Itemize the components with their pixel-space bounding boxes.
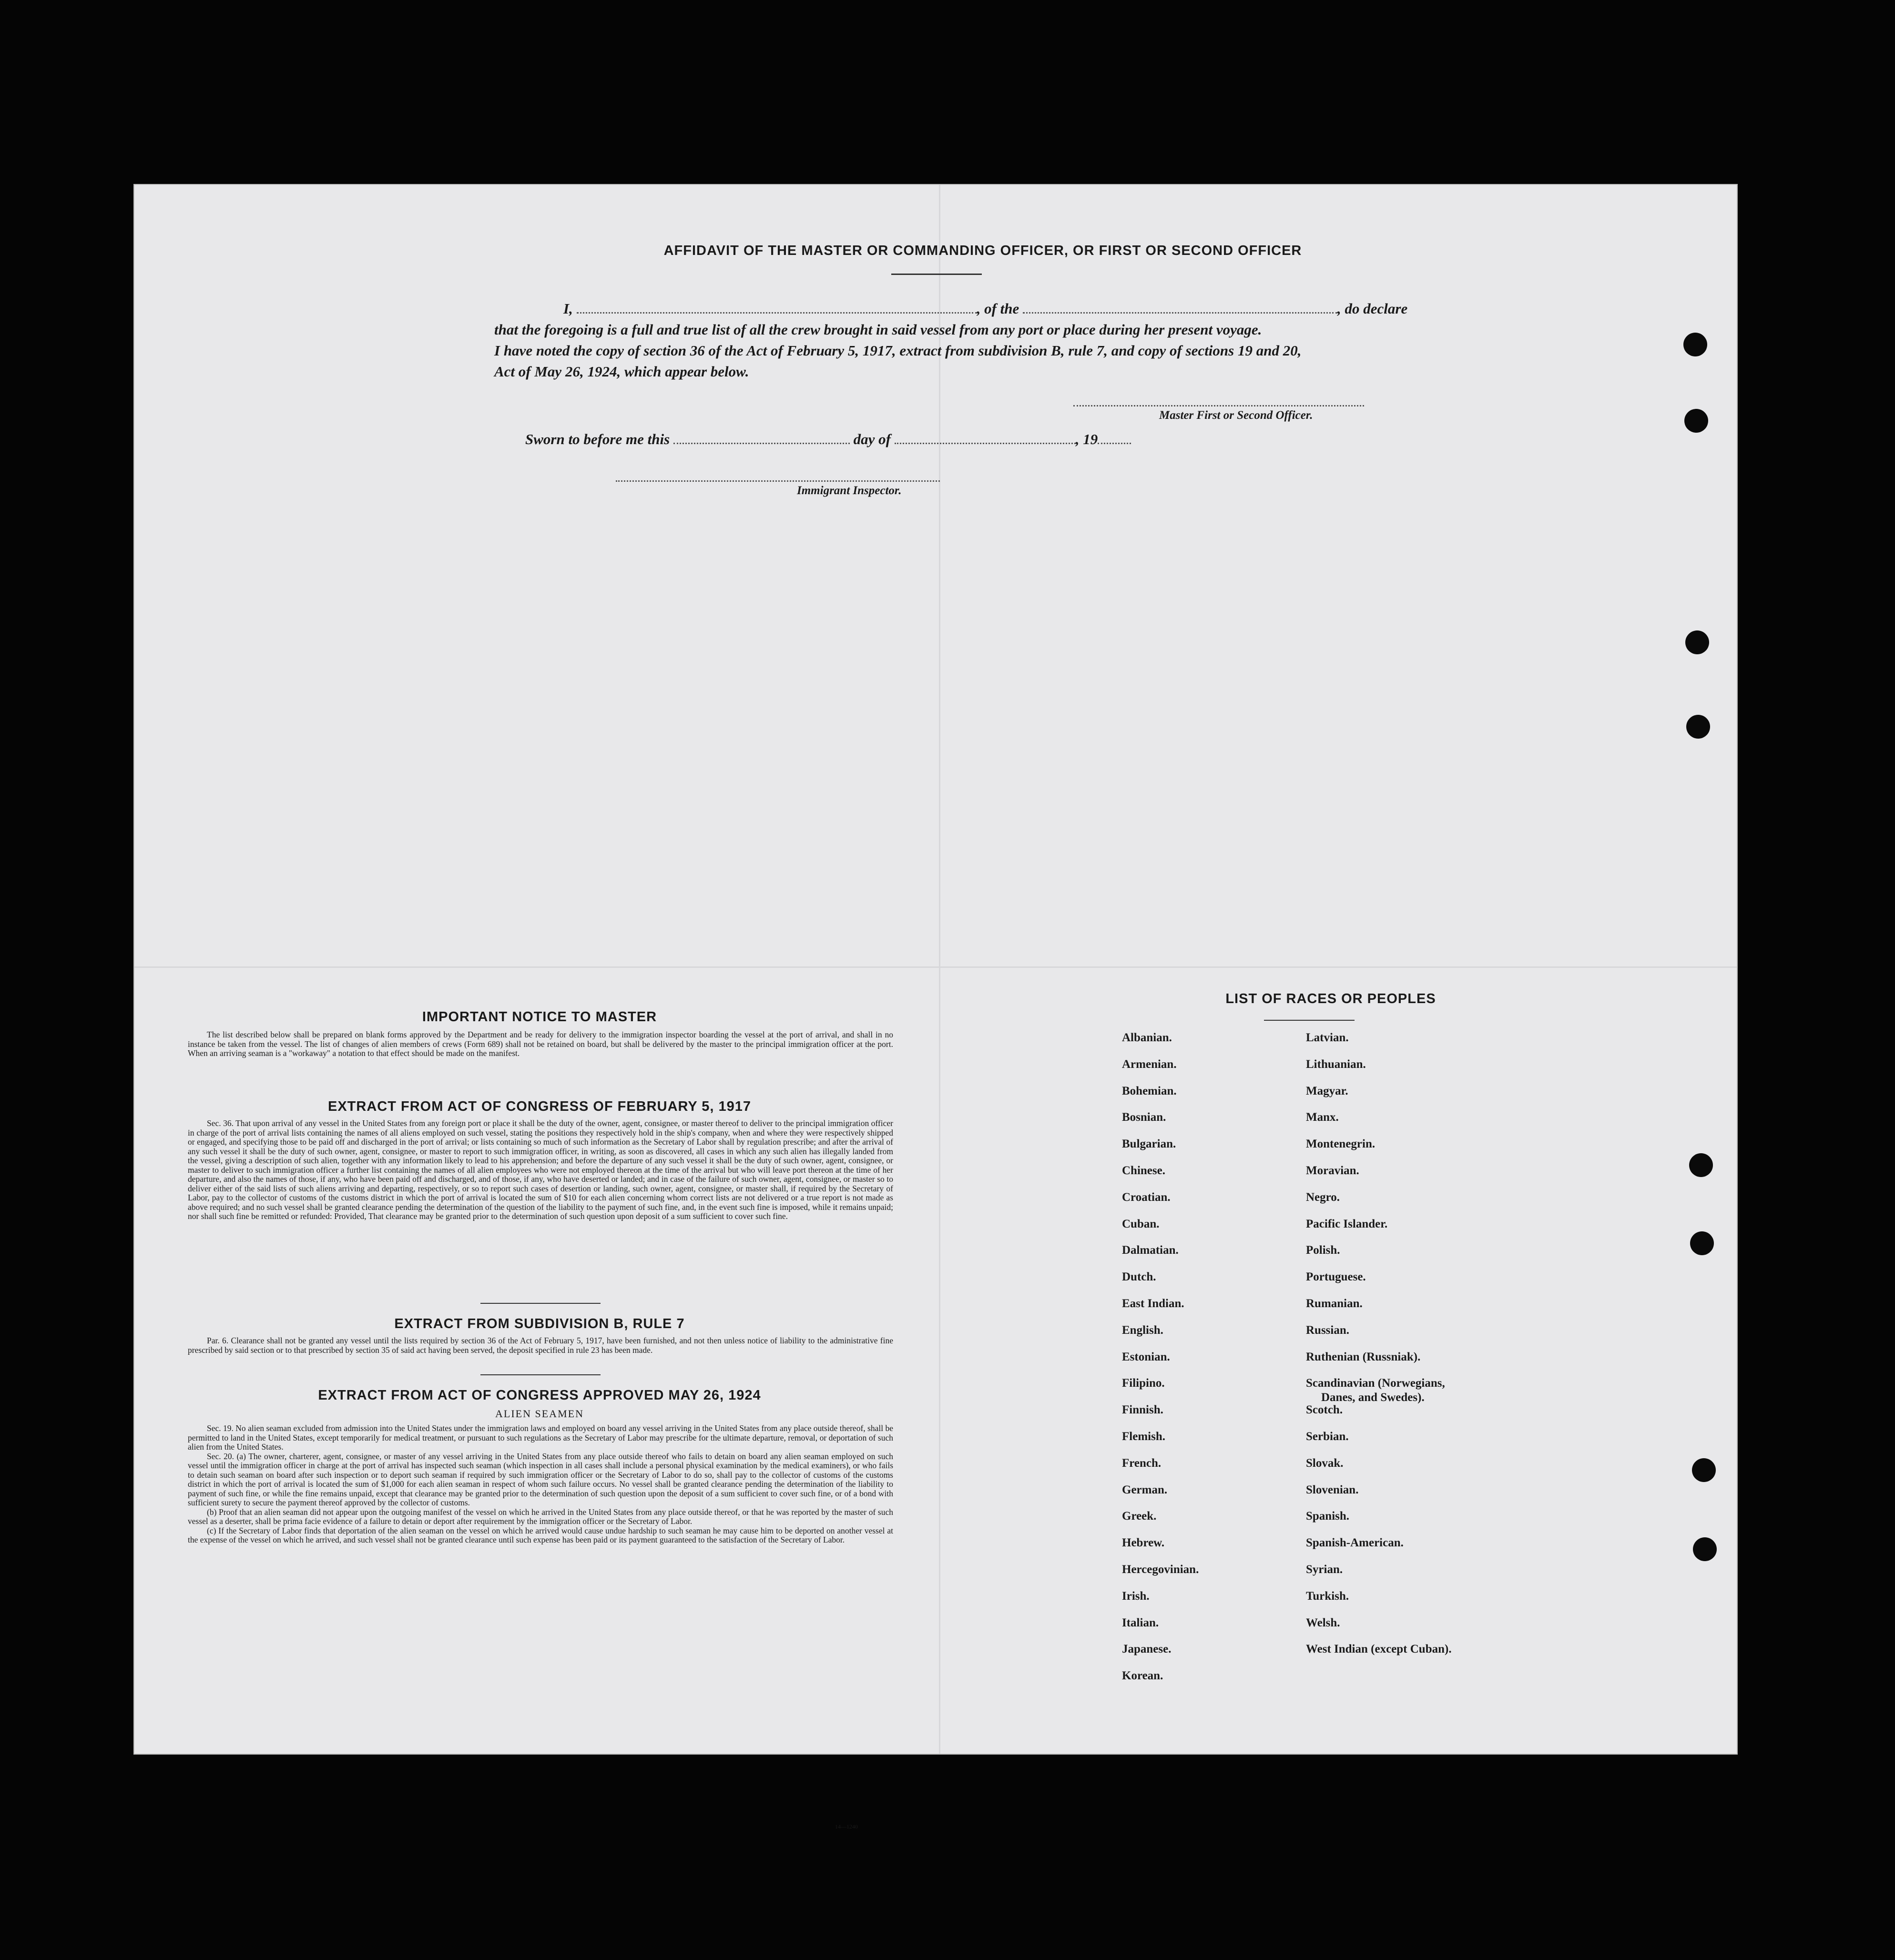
- rule-7-paragraph: Par. 6. Clearance shall not be granted any vessel until the lists required by section 36 of the Act of February 5, 1917, have been furnished, and not then unless notice of liability to the administrative fine prescribed by said section or to that prescribed by section 35 of said act having been served, the deposit specified in rule 23 has been made.: [188, 1336, 893, 1355]
- race-item: Cuban.: [1122, 1217, 1160, 1230]
- race-item: Spanish.: [1306, 1510, 1350, 1523]
- section-rule: [480, 1374, 601, 1375]
- race-item: Albanian.: [1122, 1031, 1172, 1044]
- race-item: Manx.: [1306, 1111, 1339, 1124]
- race-item: Negro.: [1306, 1190, 1340, 1204]
- form-number: 14—1240: [835, 1823, 858, 1830]
- race-item: Estonian.: [1122, 1350, 1170, 1363]
- race-item: Bulgarian.: [1122, 1137, 1176, 1151]
- race-item: West Indian (except Cuban).: [1306, 1643, 1452, 1656]
- notice-paragraph: The list described below shall be prepared on blank forms approved by the Department and be ready for delivery to the immigration inspector boarding the vessel at the port of arrival, and shall in no instance be taken from the vessel. The list of changes of alien members of crews (Form 689) shall not be retained on board, but shall be delivered by the master to the principal immigration officer at the port. When an arriving seaman is a "workaway" a notation to that effect should be made on the manifest.: [188, 1030, 893, 1058]
- race-item: Rumanian.: [1306, 1297, 1363, 1310]
- affidavit-do-declare: , do declare: [1337, 300, 1408, 317]
- race-item: Hercegovinian.: [1122, 1563, 1199, 1576]
- race-item: Portuguese.: [1306, 1270, 1366, 1284]
- race-item: Polish.: [1306, 1244, 1340, 1257]
- affidavit-line-1: [525, 298, 1526, 319]
- race-item: Dalmatian.: [1122, 1244, 1179, 1257]
- race-item: Ruthenian (Russniak).: [1306, 1350, 1421, 1363]
- race-item: Spanish-American.: [1306, 1536, 1404, 1550]
- race-item: Korean.: [1122, 1669, 1163, 1683]
- affidavit-line-2: that the foregoing is a full and true list of all the crew brought in said vessel from any port or place during her present voyage.: [494, 321, 1262, 338]
- race-item: Slovak.: [1306, 1456, 1344, 1470]
- race-item: Armenian.: [1122, 1057, 1177, 1071]
- notice-text: [188, 1030, 893, 1058]
- punch-hole: [1683, 333, 1707, 356]
- race-item: Bohemian.: [1122, 1084, 1177, 1097]
- race-item: Greek.: [1122, 1510, 1157, 1523]
- race-item: Magyar.: [1306, 1084, 1348, 1097]
- rule-7-text: [188, 1336, 893, 1355]
- title-rule: [891, 274, 982, 275]
- race-item: East Indian.: [1122, 1297, 1184, 1310]
- extract-1924-title: EXTRACT FROM ACT OF CONGRESS APPROVED MAY 26, 1924: [318, 1388, 761, 1403]
- races-title-rule: [1264, 1020, 1355, 1021]
- inspector-label: Immigrant Inspector.: [797, 484, 902, 497]
- affidavit-i: I,: [563, 300, 573, 317]
- race-item: Slovenian.: [1306, 1483, 1359, 1496]
- race-item: Danes, and Swedes).: [1321, 1391, 1425, 1404]
- race-item: Montenegrin.: [1306, 1137, 1375, 1151]
- master-signature-line[interactable]: [1073, 405, 1364, 406]
- extract-1924-text: [188, 1424, 893, 1545]
- notice-title: IMPORTANT NOTICE TO MASTER: [422, 1009, 657, 1025]
- sworn-line: [525, 429, 1288, 450]
- race-item: Bosnian.: [1122, 1111, 1166, 1124]
- fold-line-vertical: [939, 185, 940, 1754]
- punch-hole: [1693, 1537, 1717, 1561]
- section-20b-paragraph: (b) Proof that an alien seaman did not appear upon the outgoing manifest of the vessel on which he arrived in the United States from any place outside thereof, or that he was reported by the master of such vessel as a deserter, shall be prima facie evidence of a failure to detain or deport after requirement by the immigration officer or the Secretary of Labor.: [188, 1507, 893, 1526]
- punch-hole: [1689, 1153, 1713, 1177]
- sworn-month-blank[interactable]: [895, 432, 1076, 444]
- race-item: Chinese.: [1122, 1164, 1165, 1177]
- race-item: Japanese.: [1122, 1643, 1172, 1656]
- affidavit-of-the: , of the: [977, 300, 1019, 317]
- day-of-text: day of: [853, 431, 891, 447]
- name-blank[interactable]: [577, 302, 977, 314]
- race-item: Welsh.: [1306, 1616, 1340, 1629]
- extract-1917-text: [188, 1119, 893, 1221]
- race-item: Syrian.: [1306, 1563, 1343, 1576]
- punch-hole: [1690, 1231, 1714, 1255]
- race-item: Scotch.: [1306, 1403, 1343, 1417]
- race-item: Serbian.: [1306, 1430, 1349, 1443]
- section-20a-paragraph: Sec. 20. (a) The owner, charterer, agent, consignee, or master of any vessel arriving in the United States from any place outside thereof who fails to detain on board any alien seaman employed on such vessel until the immigration officer in charge at the port of arrival has inspected such seaman (which inspection in all cases shall include a personal physical examination by the medical examiners), or who fails to detain such seaman on board after such inspection or to deport such seaman if required by such immigration officer or the Secretary of Labor to do so, shall pay to the collector of customs of the customs district in which the port of arrival is located the sum of $1,000 for each alien seaman in respect of whom such failure occurs. No vessel shall be granted clearance pending the determination of the liability to payment of such fine, or while the fine remains unpaid, except that clearance may be granted prior to the determination of such question upon the deposit of a sum sufficient to cover such fine, or of a bond with sufficient surety to secure the payment thereof approved by the collector of customs.: [188, 1451, 893, 1507]
- race-item: Finnish.: [1122, 1403, 1163, 1417]
- punch-hole: [1685, 630, 1709, 654]
- punch-hole: [1684, 409, 1708, 433]
- races-title: LIST OF RACES OR PEOPLES: [1225, 991, 1436, 1006]
- fold-line-horizontal: [134, 966, 1737, 968]
- inspector-signature-line[interactable]: [616, 480, 940, 482]
- punch-hole: [1686, 715, 1710, 739]
- section-rule: [480, 1303, 601, 1304]
- vessel-blank[interactable]: [1023, 302, 1337, 314]
- affidavit-line-3: I have noted the copy of section 36 of the Act of February 5, 1917, extract from subdivision B, rule 7, and copy of sections 19 and 20,: [494, 342, 1302, 359]
- race-item: Dutch.: [1122, 1270, 1156, 1284]
- rule-7-title: EXTRACT FROM SUBDIVISION B, RULE 7: [394, 1316, 685, 1331]
- extract-1917-paragraph: Sec. 36. That upon arrival of any vessel in the United States from any foreign port or place it shall be the duty of the owner, agent, consignee, or master thereof to deliver to the principal immigration officer in charge of the port of arrival lists containing the names of all aliens employed on such vessel, stating the positions they respectively hold in the ship's company, when and where they were respectively shipped or engaged, and specifying those to be paid off and discharged in the port of arrival; or lists containing so much of such information as the Secretary of Labor shall by regulation prescribe; and after the arrival of any such vessel it shall be the duty of such owner, agent, consignee, or master to report to such immigration officer, in writing, as soon as discovered, all cases in which any such alien has illegally landed from the vessel, giving a description of such alien, together with any information likely to lead to his apprehension; and before the departure of any such vessel it shall be the duty of such owner, agent, consignee, or master to deliver to such immigration officer a further list containing the names of all alien employees who were not employed thereon at the time of the arrival but who will leave port thereon at the time of her departure, and also the names of those, if any, who have been paid off and discharged, and of those, if any, who have deserted or landed; and in case of the failure of such owner, agent, consignee, or master so to deliver either of the said lists of such aliens arriving and departing, respectively, or so to report such cases of desertion or landing, such owner, agent, consignee, or master shall, if required by the Secretary of Labor, pay to the collector of customs of the customs district in which the port of arrival is located the sum of $10 for each alien concerning whom correct lists are not delivered or a true report is not made as above required; and no such vessel shall be granted clearance pending the determination of the question of the liability to the payment of such fine, and, in the event such fine is imposed, while it remains unpaid; nor shall such fine be remitted or refunded: Provided, That clearance may be granted prior to the determination of such question upon deposit of a sum sufficient to cover such fine.: [188, 1118, 893, 1221]
- master-label: Master First or Second Officer.: [1159, 409, 1313, 422]
- section-19-paragraph: Sec. 19. No alien seaman excluded from admission into the United States under the immigration laws and employed on board any vessel arriving in the United States from any place outside thereof, shall be permitted to land in the United States, except temporarily for medical treatment, or pursuant to such regulations as the Secretary of Labor may prescribe for the ultimate departure, removal, or deportation of such alien from the United States.: [188, 1423, 893, 1452]
- race-item: Italian.: [1122, 1616, 1159, 1629]
- year-prefix: , 19: [1075, 431, 1098, 447]
- document-sheet: [134, 185, 1737, 1830]
- punch-hole: [1692, 1458, 1716, 1482]
- race-item: German.: [1122, 1483, 1168, 1496]
- sworn-year-blank[interactable]: [1098, 432, 1131, 444]
- extract-1917-title: EXTRACT FROM ACT OF CONGRESS OF FEBRUARY 5, 1917: [327, 1099, 752, 1114]
- race-item: Hebrew.: [1122, 1536, 1165, 1550]
- race-item: English.: [1122, 1323, 1163, 1337]
- race-item: Irish.: [1122, 1589, 1150, 1603]
- race-item: Flemish.: [1122, 1430, 1165, 1443]
- race-item: Latvian.: [1306, 1031, 1349, 1044]
- sworn-day-blank[interactable]: [673, 432, 850, 444]
- race-item: Croatian.: [1122, 1190, 1171, 1204]
- alien-seamen-subtitle: ALIEN SEAMEN: [495, 1408, 584, 1420]
- affidavit-title: AFFIDAVIT OF THE MASTER OR COMMANDING OFFICER, OR FIRST OR SECOND OFFICER: [663, 243, 1302, 258]
- sworn-text: Sworn to before me this: [525, 431, 670, 447]
- race-item: French.: [1122, 1456, 1161, 1470]
- race-item: Filipino.: [1122, 1377, 1165, 1390]
- race-item: Russian.: [1306, 1323, 1350, 1337]
- race-item: Moravian.: [1306, 1164, 1359, 1177]
- section-20c-paragraph: (c) If the Secretary of Labor finds that deportation of the alien seaman on the vessel on which he arrived would cause undue hardship to such seaman he may cause him to be deported on another vessel at the expense of the vessel on which he arrived, and such vessel shall not be granted clearance until such expense has been paid or its payment guaranteed to the satisfaction of the Secretary of Labor.: [188, 1525, 893, 1544]
- race-item: Lithuanian.: [1306, 1057, 1366, 1071]
- race-item: Pacific Islander.: [1306, 1217, 1388, 1230]
- race-item: Turkish.: [1306, 1589, 1349, 1603]
- affidavit-line-4: Act of May 26, 1924, which appear below.: [494, 363, 749, 380]
- race-item: Scandinavian (Norwegians,: [1306, 1377, 1445, 1390]
